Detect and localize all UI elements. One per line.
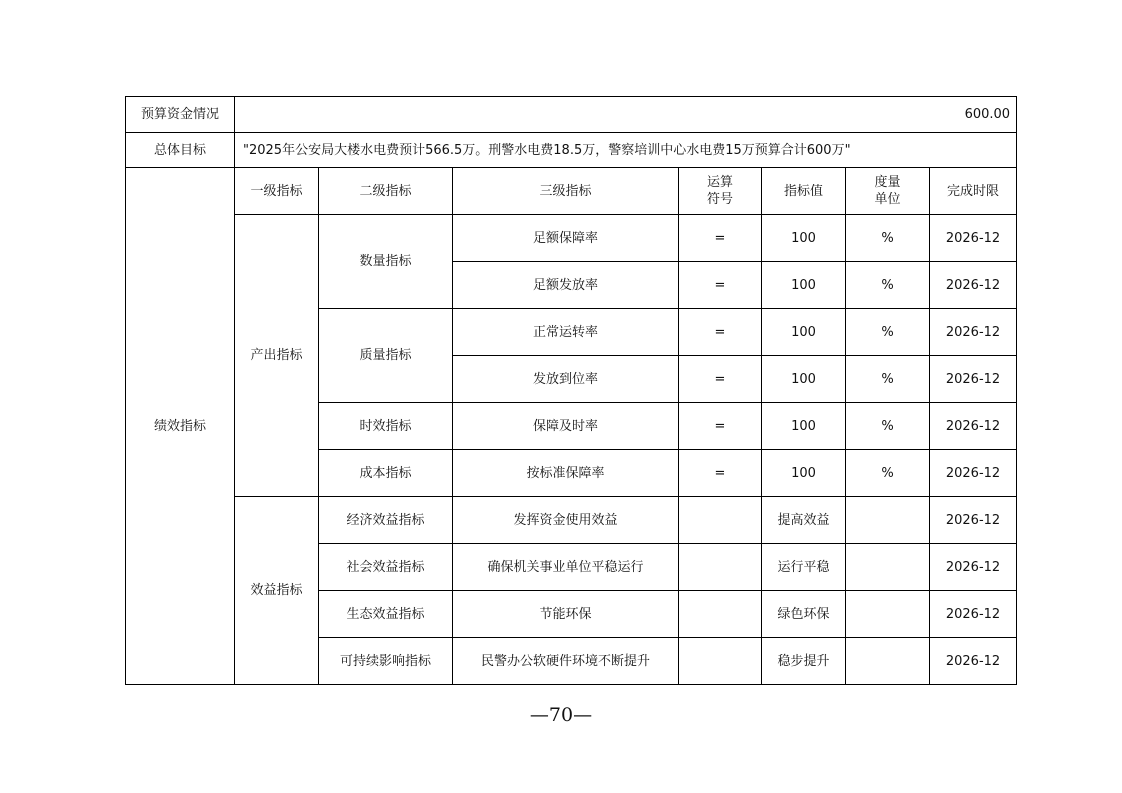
header-level2: 二级指标	[319, 168, 453, 215]
value-cell: 100	[762, 450, 846, 497]
indicator-cell: 按标准保障率	[453, 450, 679, 497]
value-cell: 100	[762, 403, 846, 450]
value-cell: 100	[762, 215, 846, 262]
quality-label: 质量指标	[319, 309, 453, 403]
level2-cell: 生态效益指标	[319, 591, 453, 638]
deadline-cell: 2026-12	[930, 403, 1017, 450]
header-operator-line2: 符号	[706, 192, 733, 207]
deadline-cell: 2026-12	[930, 215, 1017, 262]
deadline-cell: 2026-12	[930, 497, 1017, 544]
unit-cell: %	[846, 450, 930, 497]
deadline-cell: 2026-12	[930, 309, 1017, 356]
goal-label: 总体目标	[126, 133, 235, 168]
header-level1: 一级指标	[235, 168, 319, 215]
operator-cell	[679, 544, 762, 591]
operator-cell	[679, 591, 762, 638]
value-cell: 绿色环保	[762, 591, 846, 638]
value-cell: 稳步提升	[762, 638, 846, 685]
performance-label: 绩效指标	[126, 168, 235, 685]
deadline-cell: 2026-12	[930, 591, 1017, 638]
quantity-label: 数量指标	[319, 215, 453, 309]
value-cell: 运行平稳	[762, 544, 846, 591]
header-row	[126, 168, 1017, 215]
header-level3: 三级指标	[453, 168, 679, 215]
unit-cell	[846, 544, 930, 591]
deadline-cell: 2026-12	[930, 638, 1017, 685]
unit-cell: %	[846, 356, 930, 403]
operator-cell: =	[679, 309, 762, 356]
output-group-label: 产出指标	[235, 215, 319, 497]
indicator-cell: 确保机关事业单位平稳运行	[453, 544, 679, 591]
budget-row	[126, 97, 1017, 133]
table-row	[126, 497, 1017, 544]
unit-cell	[846, 591, 930, 638]
operator-cell: =	[679, 262, 762, 309]
value-cell: 100	[762, 309, 846, 356]
page-number: —70—	[529, 704, 593, 726]
operator-cell	[679, 497, 762, 544]
unit-cell: %	[846, 262, 930, 309]
operator-cell: =	[679, 356, 762, 403]
benefit-group-label: 效益指标	[235, 497, 319, 685]
performance-table	[125, 96, 1017, 685]
goal-text: "2025年公安局大楼水电费预计566.5万。刑警水电费18.5万，警察培训中心水电费15万预算合计600万"	[235, 133, 1017, 168]
operator-cell: =	[679, 450, 762, 497]
value-cell: 100	[762, 262, 846, 309]
header-unit-line1: 度量	[874, 175, 901, 190]
header-unit	[846, 168, 930, 215]
operator-cell: =	[679, 215, 762, 262]
budget-value: 600.00	[235, 97, 1017, 133]
unit-cell	[846, 638, 930, 685]
budget-label: 预算资金情况	[126, 97, 235, 133]
indicator-cell: 保障及时率	[453, 403, 679, 450]
operator-cell	[679, 638, 762, 685]
unit-cell: %	[846, 309, 930, 356]
indicator-cell: 正常运转率	[453, 309, 679, 356]
level2-cell: 社会效益指标	[319, 544, 453, 591]
level2-cell: 可持续影响指标	[319, 638, 453, 685]
unit-cell: %	[846, 403, 930, 450]
level2-cell: 经济效益指标	[319, 497, 453, 544]
deadline-cell: 2026-12	[930, 544, 1017, 591]
indicator-cell: 民警办公软硬件环境不断提升	[453, 638, 679, 685]
operator-cell: =	[679, 403, 762, 450]
header-unit-line2: 单位	[874, 192, 901, 207]
header-operator-line1: 运算	[706, 175, 733, 190]
cost-label: 成本指标	[319, 450, 453, 497]
value-cell: 提高效益	[762, 497, 846, 544]
timeliness-label: 时效指标	[319, 403, 453, 450]
indicator-cell: 足额发放率	[453, 262, 679, 309]
table-row	[126, 215, 1017, 262]
header-value: 指标值	[762, 168, 846, 215]
unit-cell	[846, 497, 930, 544]
indicator-cell: 发挥资金使用效益	[453, 497, 679, 544]
header-deadline: 完成时限	[930, 168, 1017, 215]
indicator-cell: 节能环保	[453, 591, 679, 638]
indicator-cell: 足额保障率	[453, 215, 679, 262]
goal-row	[126, 133, 1017, 168]
indicator-cell: 发放到位率	[453, 356, 679, 403]
unit-cell: %	[846, 215, 930, 262]
deadline-cell: 2026-12	[930, 356, 1017, 403]
value-cell: 100	[762, 356, 846, 403]
header-operator	[679, 168, 762, 215]
deadline-cell: 2026-12	[930, 262, 1017, 309]
deadline-cell: 2026-12	[930, 450, 1017, 497]
